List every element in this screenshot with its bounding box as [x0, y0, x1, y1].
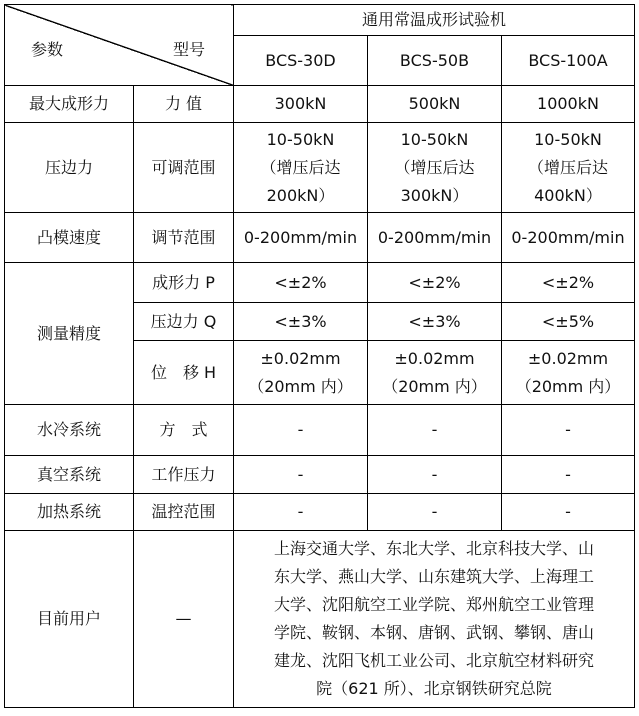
- users-line: 学院、鞍钢、本钢、唐钢、武钢、攀钢、唐山: [273, 623, 594, 642]
- row-item: 方 式: [134, 405, 234, 456]
- cell-line: （增压后达: [527, 157, 608, 177]
- users-line: 建龙、沈阳飞机工业公司、北京航空材料研究: [273, 651, 594, 670]
- table-cell: [368, 341, 502, 405]
- row-item: —: [134, 531, 234, 708]
- table-cell: <±2%: [368, 263, 502, 303]
- users-line: 东大学、燕山大学、山东建筑大学、上海理工: [273, 567, 594, 586]
- model-label: 型号: [172, 40, 205, 59]
- header-diagonal-cell: [5, 5, 234, 86]
- table-cell: 0-200mm/min: [234, 213, 368, 263]
- row-item: 成形力 P: [134, 263, 234, 303]
- cell-line: 400kN）: [534, 185, 602, 205]
- table-cell: -: [234, 456, 368, 494]
- users-list: [234, 531, 635, 708]
- table-cell: [368, 123, 502, 213]
- row-item: 可调范围: [134, 123, 234, 213]
- cell-line: （增压后达: [394, 157, 475, 177]
- model-name: BCS-30D: [234, 36, 368, 86]
- cell-line: （20mm 内）: [382, 376, 487, 396]
- row-category: 加热系统: [5, 494, 134, 531]
- table-cell: [234, 341, 368, 405]
- group-title: 通用常温成形试验机: [234, 5, 635, 36]
- row-category: 目前用户: [5, 531, 134, 708]
- row-item: 温控范围: [134, 494, 234, 531]
- table-cell: -: [502, 494, 635, 531]
- table-cell: <±3%: [234, 303, 368, 341]
- cell-line: 10-50kN: [266, 129, 335, 149]
- model-name: BCS-100A: [502, 36, 635, 86]
- cell-line: 300kN）: [400, 185, 469, 205]
- cell-line: ±0.02mm: [527, 348, 609, 368]
- param-label: 参数: [31, 40, 64, 59]
- table-cell: <±3%: [368, 303, 502, 341]
- table-cell: -: [234, 494, 368, 531]
- row-category: 最大成形力: [5, 86, 134, 123]
- table-cell: 0-200mm/min: [502, 213, 635, 263]
- table-cell: 1000kN: [502, 86, 635, 123]
- table-cell: <±5%: [502, 303, 635, 341]
- cell-line: ±0.02mm: [394, 348, 475, 368]
- table-cell: 500kN: [368, 86, 502, 123]
- row-category: 压边力: [5, 123, 134, 213]
- row-item: 工作压力: [134, 456, 234, 494]
- table-cell: -: [368, 456, 502, 494]
- row-item: 压边力 Q: [134, 303, 234, 341]
- table-cell: [234, 123, 368, 213]
- cell-line: （20mm 内）: [515, 376, 621, 396]
- cell-line: （20mm 内）: [248, 376, 353, 396]
- users-line: 院（621 所）、北京钢铁研究总院: [316, 679, 552, 698]
- cell-line: 10-50kN: [400, 129, 469, 149]
- table-cell: 0-200mm/min: [368, 213, 502, 263]
- table-cell: -: [234, 405, 368, 456]
- table-cell: -: [502, 405, 635, 456]
- row-category: 水冷系统: [5, 405, 134, 456]
- cell-line: （增压后达: [260, 157, 341, 177]
- row-item: 位 移 H: [134, 341, 234, 405]
- table-cell: -: [368, 494, 502, 531]
- row-category: 凸模速度: [5, 213, 134, 263]
- table-cell: <±2%: [502, 263, 635, 303]
- row-item: 力 值: [134, 86, 234, 123]
- row-category: 真空系统: [5, 456, 134, 494]
- spec-table: [4, 4, 635, 708]
- model-name: BCS-50B: [368, 36, 502, 86]
- table-cell: 300kN: [234, 86, 368, 123]
- table-cell: [502, 341, 635, 405]
- table-cell: -: [368, 405, 502, 456]
- cell-line: 10-50kN: [534, 129, 602, 149]
- cell-line: ±0.02mm: [260, 348, 341, 368]
- users-line: 大学、沈阳航空工业学院、郑州航空工业管理: [273, 595, 594, 614]
- cell-line: 200kN）: [266, 185, 335, 205]
- users-line: 上海交通大学、东北大学、北京科技大学、山: [273, 539, 594, 558]
- table-cell: -: [502, 456, 635, 494]
- row-category: 测量精度: [5, 263, 134, 405]
- table-cell: <±2%: [234, 263, 368, 303]
- table-cell: [502, 123, 635, 213]
- row-item: 调节范围: [134, 213, 234, 263]
